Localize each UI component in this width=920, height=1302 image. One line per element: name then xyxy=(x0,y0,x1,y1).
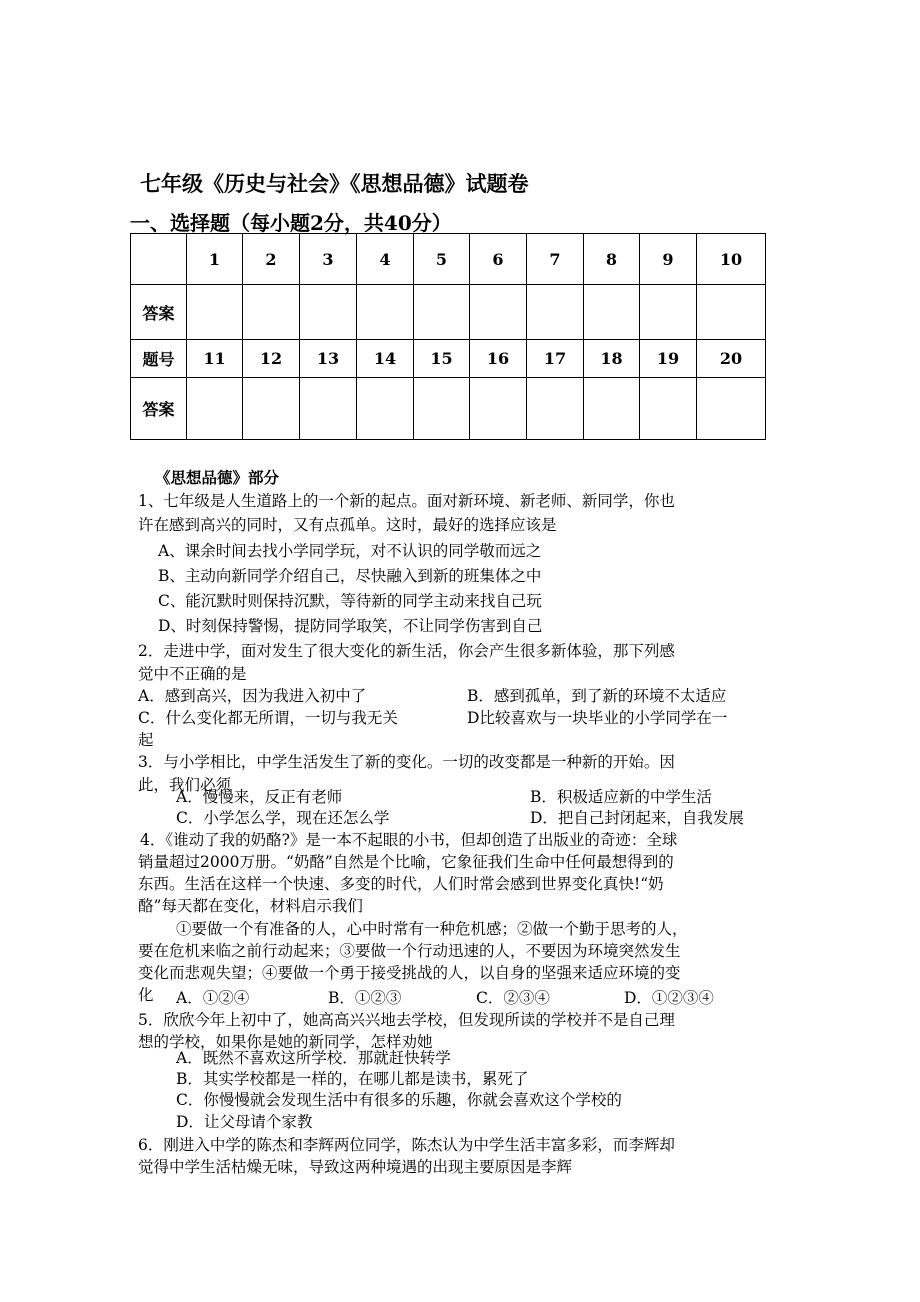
option-text: B．感到孤单，到了新的环境不太适应 xyxy=(467,687,727,705)
option-text: A．①②④ xyxy=(176,989,250,1007)
table-cell: 16 xyxy=(470,340,527,378)
answer-cell[interactable] xyxy=(414,285,470,340)
answer-cell[interactable] xyxy=(300,378,357,440)
option-text: D比较喜欢与一块毕业的小学同学在一 xyxy=(467,709,728,727)
table-cell: 6 xyxy=(470,234,527,285)
table-cell: 3 xyxy=(300,234,357,285)
answer-cell[interactable] xyxy=(357,285,414,340)
option-text: D、时刻保持警惕，提防同学取笑，不让同学伤害到自己 xyxy=(158,617,543,635)
option-text: C．什么变化都无所谓，一切与我无关 xyxy=(138,709,398,727)
question-text: 2．走进中学，面对发生了很大变化的新生活，你会产生很多新体验，那下列感 xyxy=(138,642,675,660)
question-text: 6．刚进入中学的陈杰和李辉两位同学，陈杰认为中学生活丰富多彩，而李辉却 xyxy=(138,1136,675,1154)
question-text: 5．欣欣今年上初中了，她高高兴兴地去学校，但发现所读的学校并不是自己理 xyxy=(138,1011,675,1029)
table-cell: 答案 xyxy=(131,378,187,440)
question-text: 要在危机来临之前行动起来；③要做一个行动迅速的人，不要因为环境突然发生 xyxy=(138,942,681,960)
option-text: C．你慢慢就会发现生活中有很多的乐趣，你就会喜欢这个学校的 xyxy=(176,1091,622,1109)
table-cell: 10 xyxy=(697,234,766,285)
table-cell: 19 xyxy=(640,340,697,378)
table-row xyxy=(131,234,766,285)
table-cell: 11 xyxy=(187,340,243,378)
answer-cell[interactable] xyxy=(527,285,584,340)
answer-cell[interactable] xyxy=(300,285,357,340)
answer-cell[interactable] xyxy=(470,378,527,440)
table-cell: 1 xyxy=(187,234,243,285)
question-text: ①要做一个有准备的人，心中时常有一种危机感；②做一个勤于思考的人， xyxy=(176,920,688,938)
question-text: 觉得中学生活枯燥无味，导致这两种境遇的出现主要原因是李辉 xyxy=(138,1158,573,1176)
table-cell: 题号 xyxy=(131,340,187,378)
table-cell: 4 xyxy=(357,234,414,285)
page-title: 七年级《历史与社会》《思想品德》试题卷 xyxy=(140,171,529,196)
question-text: 酪”每天都在变化，材料启示我们 xyxy=(138,897,363,915)
answer-cell[interactable] xyxy=(357,378,414,440)
question-text: 3．与小学相比，中学生活发生了新的变化。一切的改变都是一种新的开始。因 xyxy=(138,753,675,771)
table-cell: 15 xyxy=(414,340,470,378)
answer-cell[interactable] xyxy=(640,378,697,440)
question-text: 觉中不正确的是 xyxy=(138,665,247,683)
answer-cell[interactable] xyxy=(187,285,243,340)
question-text: 1、七年级是人生道路上的一个新的起点。面对新环境、新老师、新同学，你也 xyxy=(138,492,675,510)
option-text: 起 xyxy=(138,731,154,749)
table-row xyxy=(131,340,766,378)
option-text: C．小学怎么学，现在还怎么学 xyxy=(176,809,390,827)
table-cell: 12 xyxy=(243,340,300,378)
option-text: D．让父母请个家教 xyxy=(176,1113,313,1131)
option-text: B．①②③ xyxy=(328,989,402,1007)
option-text: A．慢慢来，反正有老师 xyxy=(176,788,343,806)
question-text: 化 xyxy=(138,986,154,1004)
option-text: D．把自己封闭起来，自我发展 xyxy=(530,809,744,827)
option-text: A．感到高兴，因为我进入初中了 xyxy=(138,687,367,705)
table-cell: 5 xyxy=(414,234,470,285)
option-text: C、能沉默时则保持沉默，等待新的同学主动来找自己玩 xyxy=(158,592,542,610)
part-heading: 《思想品德》部分 xyxy=(155,468,280,487)
answer-cell[interactable] xyxy=(697,285,766,340)
option-text: A．既然不喜欢这所学校．那就赶快转学 xyxy=(176,1049,451,1067)
answer-cell[interactable] xyxy=(470,285,527,340)
question-text: 许在感到高兴的同时，又有点孤单。这时，最好的选择应该是 xyxy=(138,516,557,534)
answer-cell[interactable] xyxy=(414,378,470,440)
question-text: 4．《谁动了我的奶酪?》是一本不起眼的小书，但却创造了出版业的奇迹：全球 xyxy=(140,831,678,849)
answer-cell[interactable] xyxy=(187,378,243,440)
question-text: 想的学校，如果你是她的新同学，怎样劝她 xyxy=(138,1033,433,1051)
table-cell xyxy=(131,234,187,285)
option-text: A、课余时间去找小学同学玩，对不认识的同学敬而远之 xyxy=(158,542,542,560)
answer-cell[interactable] xyxy=(584,285,640,340)
table-cell: 14 xyxy=(357,340,414,378)
question-text: 变化而悲观失望；④要做一个勇于接受挑战的人，以自身的坚强来适应环境的变 xyxy=(138,964,681,982)
option-text: B．其实学校都是一样的，在哪儿都是读书，累死了 xyxy=(176,1070,529,1088)
table-cell: 13 xyxy=(300,340,357,378)
answer-cell[interactable] xyxy=(640,285,697,340)
section-heading: 一、选择题（每小题2分，共40分） xyxy=(130,211,452,235)
table-cell: 7 xyxy=(527,234,584,285)
table-cell: 答案 xyxy=(131,285,187,340)
option-text: D．①②③④ xyxy=(624,989,714,1007)
option-text: B．积极适应新的中学生活 xyxy=(530,788,712,806)
table-cell: 17 xyxy=(527,340,584,378)
answer-cell[interactable] xyxy=(584,378,640,440)
answer-table xyxy=(130,233,766,440)
option-text: B、主动向新同学介绍自己，尽快融入到新的班集体之中 xyxy=(158,567,542,585)
table-row xyxy=(131,285,766,340)
table-row xyxy=(131,378,766,440)
table-cell: 18 xyxy=(584,340,640,378)
question-text: 销量超过2000万册。“奶酪”自然是个比喻，它象征我们生命中任何最想得到的 xyxy=(138,853,674,871)
table-cell: 2 xyxy=(243,234,300,285)
table-cell: 9 xyxy=(640,234,697,285)
answer-cell[interactable] xyxy=(243,285,300,340)
question-text: 此，我们必须 xyxy=(138,776,232,794)
option-text: C．②③④ xyxy=(476,989,550,1007)
table-cell: 20 xyxy=(697,340,766,378)
question-text: 东西。生活在这样一个快速、多变的时代，人们时常会感到世界变化真快!“奶 xyxy=(138,875,664,893)
answer-cell[interactable] xyxy=(243,378,300,440)
answer-cell[interactable] xyxy=(527,378,584,440)
answer-cell[interactable] xyxy=(697,378,766,440)
table-cell: 8 xyxy=(584,234,640,285)
